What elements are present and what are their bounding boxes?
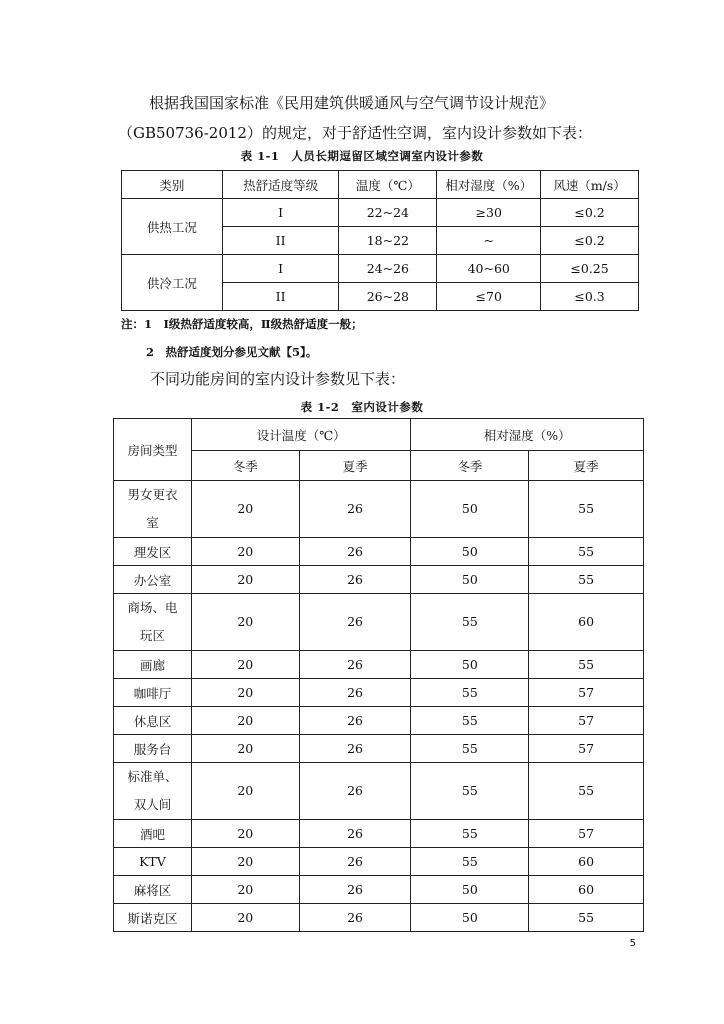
- intro-paragraph: 根据我国国家标准《民用建筑供暖通风与空气调节设计规范》（GB50736-2012）的规定，对于舒适性空调，室内设计参数如下表：: [118, 94, 592, 142]
- temp-summer-header: 夏季: [299, 451, 411, 481]
- table-row: [114, 904, 644, 932]
- table-row: [114, 679, 644, 707]
- wind-cell: ≤0.2: [541, 227, 639, 255]
- humidity-winter-cell: 55: [411, 820, 529, 848]
- humidity-summer-header: 夏季: [529, 451, 644, 481]
- note-line-1: 注：1 Ⅰ级热舒适度较高，Ⅱ级热舒适度一般；: [121, 317, 363, 331]
- temp-summer-cell: 26: [299, 594, 411, 651]
- table-row: [114, 820, 644, 848]
- table1-header-humidity: 相对湿度（%）: [437, 171, 541, 199]
- table2-header-row: [114, 419, 644, 451]
- temp-summer-cell: 26: [299, 538, 411, 566]
- temp-summer-cell: 26: [299, 876, 411, 904]
- table2: [113, 418, 644, 932]
- level-cell: I: [222, 255, 339, 283]
- humidity-cell: 40~60: [437, 255, 541, 283]
- temp-summer-cell: 26: [299, 679, 411, 707]
- category-cell: 供冷工况: [122, 255, 223, 311]
- humidity-summer-cell: 57: [529, 679, 644, 707]
- room-cell: 休息区: [114, 707, 192, 735]
- table1-header-row: [122, 171, 639, 199]
- humidity-winter-header: 冬季: [411, 451, 529, 481]
- second-paragraph: 不同功能房间的室内设计参数见下表：: [150, 370, 406, 388]
- table2-body: [114, 481, 644, 932]
- humidity-summer-cell: 60: [529, 848, 644, 876]
- humidity-summer-cell: 57: [529, 707, 644, 735]
- temp-cell: 22~24: [339, 199, 437, 227]
- table2-caption: 表 1-2 室内设计参数: [300, 400, 424, 414]
- temp-summer-cell: 26: [299, 763, 411, 820]
- humidity-summer-cell: 60: [529, 876, 644, 904]
- temp-winter-cell: 20: [191, 848, 299, 876]
- humidity-summer-cell: 55: [529, 481, 644, 538]
- room-cell: 斯诺克区: [114, 904, 192, 932]
- humidity-summer-cell: 55: [529, 763, 644, 820]
- wind-cell: ≤0.2: [541, 199, 639, 227]
- humidity-cell: ~: [437, 227, 541, 255]
- room-cell: KTV: [114, 848, 192, 876]
- temp-winter-cell: 20: [191, 904, 299, 932]
- humidity-winter-cell: 50: [411, 538, 529, 566]
- room-cell: 酒吧: [114, 820, 192, 848]
- humidity-summer-cell: 55: [529, 538, 644, 566]
- humidity-cell: ≤70: [437, 283, 541, 311]
- humidity-summer-cell: 57: [529, 820, 644, 848]
- humidity-winter-cell: 50: [411, 904, 529, 932]
- temp-winter-cell: 20: [191, 594, 299, 651]
- humidity-summer-cell: 55: [529, 904, 644, 932]
- wind-cell: ≤0.25: [541, 255, 639, 283]
- table-row: [114, 735, 644, 763]
- humidity-group-header: 相对湿度（%）: [411, 419, 644, 451]
- temp-summer-cell: 26: [299, 566, 411, 594]
- table1-header-wind: 风速（m/s）: [541, 171, 639, 199]
- table1-caption: 表 1-1 人员长期逗留区域空调室内设计参数: [240, 149, 484, 163]
- temp-winter-cell: 20: [191, 707, 299, 735]
- temp-summer-cell: 26: [299, 904, 411, 932]
- level-cell: I: [222, 199, 339, 227]
- table-row: [114, 594, 644, 651]
- humidity-winter-cell: 50: [411, 876, 529, 904]
- temp-winter-cell: 20: [191, 481, 299, 538]
- category-cell: 供热工况: [122, 199, 223, 255]
- temp-cell: 18~22: [339, 227, 437, 255]
- temp-winter-cell: 20: [191, 735, 299, 763]
- table1-header-category: 类别: [122, 171, 223, 199]
- room-cell: 标准单、双人间: [114, 763, 192, 820]
- table2-subheader-row: [114, 451, 644, 481]
- humidity-cell: ≥30: [437, 199, 541, 227]
- temp-summer-cell: 26: [299, 651, 411, 679]
- table-row: [114, 651, 644, 679]
- temp-winter-header: 冬季: [191, 451, 299, 481]
- humidity-winter-cell: 55: [411, 848, 529, 876]
- level-cell: II: [222, 227, 339, 255]
- temp-summer-cell: 26: [299, 481, 411, 538]
- humidity-winter-cell: 50: [411, 651, 529, 679]
- temp-winter-cell: 20: [191, 876, 299, 904]
- wind-cell: ≤0.3: [541, 283, 639, 311]
- table-row: [122, 199, 639, 227]
- humidity-winter-cell: 55: [411, 763, 529, 820]
- temp-winter-cell: 20: [191, 820, 299, 848]
- temp-summer-cell: 26: [299, 707, 411, 735]
- room-cell: 商场、电玩区: [114, 594, 192, 651]
- table-row: [114, 876, 644, 904]
- humidity-summer-cell: 60: [529, 594, 644, 651]
- note-line-2: 2 热舒适度划分参见文献【5】。: [146, 345, 318, 359]
- room-cell: 男女更衣室: [114, 481, 192, 538]
- table1-header-level: 热舒适度等级: [222, 171, 339, 199]
- table-row: [114, 707, 644, 735]
- page-number: 5: [629, 938, 636, 949]
- humidity-summer-cell: 55: [529, 651, 644, 679]
- table-row: [122, 255, 639, 283]
- table-row: [114, 566, 644, 594]
- temp-summer-cell: 26: [299, 735, 411, 763]
- temp-group-header: 设计温度（℃）: [191, 419, 411, 451]
- humidity-winter-cell: 55: [411, 735, 529, 763]
- table-row: [114, 763, 644, 820]
- table-row: [114, 538, 644, 566]
- temp-winter-cell: 20: [191, 763, 299, 820]
- temp-winter-cell: 20: [191, 679, 299, 707]
- temp-cell: 26~28: [339, 283, 437, 311]
- table-row: [114, 481, 644, 538]
- humidity-winter-cell: 55: [411, 707, 529, 735]
- room-cell: 理发区: [114, 538, 192, 566]
- temp-summer-cell: 26: [299, 848, 411, 876]
- temp-winter-cell: 20: [191, 651, 299, 679]
- temp-winter-cell: 20: [191, 538, 299, 566]
- humidity-winter-cell: 50: [411, 566, 529, 594]
- temp-cell: 24~26: [339, 255, 437, 283]
- humidity-summer-cell: 55: [529, 566, 644, 594]
- temp-winter-cell: 20: [191, 566, 299, 594]
- room-cell: 服务台: [114, 735, 192, 763]
- humidity-winter-cell: 55: [411, 679, 529, 707]
- humidity-winter-cell: 55: [411, 594, 529, 651]
- humidity-winter-cell: 50: [411, 481, 529, 538]
- room-cell: 办公室: [114, 566, 192, 594]
- table1: [121, 170, 639, 311]
- temp-summer-cell: 26: [299, 820, 411, 848]
- room-cell: 咖啡厅: [114, 679, 192, 707]
- level-cell: II: [222, 283, 339, 311]
- table1-header-temp: 温度（℃）: [339, 171, 437, 199]
- room-type-header: 房间类型: [114, 419, 192, 481]
- room-cell: 麻将区: [114, 876, 192, 904]
- table-row: [114, 848, 644, 876]
- humidity-summer-cell: 57: [529, 735, 644, 763]
- room-cell: 画廊: [114, 651, 192, 679]
